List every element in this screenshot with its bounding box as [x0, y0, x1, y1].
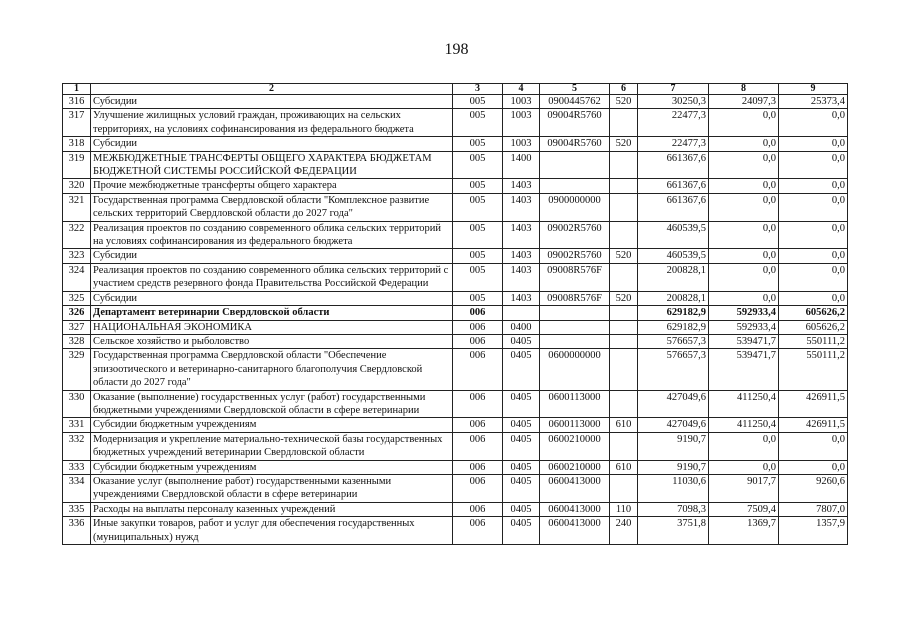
row-number-cell: 328	[63, 334, 91, 348]
amount-year1-cell: 661367,6	[638, 151, 709, 179]
admin-code-cell: 006	[453, 334, 503, 348]
amount-year1-cell: 576657,3	[638, 349, 709, 390]
row-number-cell: 320	[63, 179, 91, 193]
row-number-cell: 325	[63, 291, 91, 305]
target-article-cell: 09008R576F	[540, 263, 610, 291]
amount-year2-cell: 539471,7	[709, 349, 779, 390]
amount-year2-cell: 24097,3	[709, 95, 779, 109]
section-code-cell: 1003	[503, 137, 540, 151]
amount-year1-cell: 629182,9	[638, 306, 709, 320]
admin-code-cell: 006	[453, 390, 503, 418]
expense-type-cell: 610	[610, 418, 638, 432]
amount-year1-cell: 661367,6	[638, 179, 709, 193]
row-name-cell: Оказание услуг (выполнение работ) государственными казенными учреждениями Свердловской области в сфере ветеринарии	[91, 474, 453, 502]
table-row	[63, 474, 848, 502]
section-code-cell: 1403	[503, 291, 540, 305]
section-code-cell: 1403	[503, 179, 540, 193]
amount-year1-cell: 200828,1	[638, 263, 709, 291]
amount-year1-cell: 629182,9	[638, 320, 709, 334]
amount-year2-cell: 0,0	[709, 263, 779, 291]
col-header: 8	[709, 84, 779, 95]
table-row	[63, 179, 848, 193]
admin-code-cell: 006	[453, 320, 503, 334]
row-number-cell: 332	[63, 432, 91, 460]
row-name-cell: Субсидии бюджетным учреждениям	[91, 460, 453, 474]
amount-year2-cell: 592933,4	[709, 306, 779, 320]
row-name-cell: НАЦИОНАЛЬНАЯ ЭКОНОМИКА	[91, 320, 453, 334]
amount-year1-cell: 7098,3	[638, 502, 709, 516]
admin-code-cell: 005	[453, 291, 503, 305]
expense-type-cell: 240	[610, 517, 638, 545]
admin-code-cell: 005	[453, 151, 503, 179]
table-row	[63, 221, 848, 249]
section-code-cell: 0405	[503, 517, 540, 545]
amount-year1-cell: 30250,3	[638, 95, 709, 109]
row-number-cell: 326	[63, 306, 91, 320]
table-body	[63, 95, 848, 545]
row-name-cell: Оказание (выполнение) государственных услуг (работ) государственными бюджетными учреждениями Свердловской области в сфере ветеринарии	[91, 390, 453, 418]
amount-year3-cell: 0,0	[779, 193, 848, 221]
expense-type-cell	[610, 474, 638, 502]
target-article-cell	[540, 334, 610, 348]
target-article-cell: 0600413000	[540, 502, 610, 516]
expense-type-cell	[610, 109, 638, 137]
target-article-cell	[540, 320, 610, 334]
section-code-cell: 0405	[503, 349, 540, 390]
amount-year2-cell: 0,0	[709, 137, 779, 151]
row-name-cell: Субсидии	[91, 137, 453, 151]
target-article-cell: 09004R5760	[540, 109, 610, 137]
amount-year2-cell: 0,0	[709, 432, 779, 460]
amount-year3-cell: 605626,2	[779, 320, 848, 334]
amount-year1-cell: 3751,8	[638, 517, 709, 545]
amount-year3-cell: 0,0	[779, 221, 848, 249]
target-article-cell	[540, 306, 610, 320]
expense-type-cell	[610, 334, 638, 348]
target-article-cell: 0600413000	[540, 517, 610, 545]
col-header: 7	[638, 84, 709, 95]
amount-year1-cell: 427049,6	[638, 390, 709, 418]
section-code-cell: 1403	[503, 193, 540, 221]
row-number-cell: 316	[63, 95, 91, 109]
admin-code-cell: 005	[453, 221, 503, 249]
amount-year3-cell: 1357,9	[779, 517, 848, 545]
admin-code-cell: 005	[453, 109, 503, 137]
amount-year2-cell: 0,0	[709, 193, 779, 221]
amount-year2-cell: 0,0	[709, 109, 779, 137]
target-article-cell: 0900000000	[540, 193, 610, 221]
amount-year3-cell: 605626,2	[779, 306, 848, 320]
row-name-cell: Департамент ветеринарии Свердловской области	[91, 306, 453, 320]
row-number-cell: 321	[63, 193, 91, 221]
admin-code-cell: 005	[453, 249, 503, 263]
table-row	[63, 151, 848, 179]
row-name-cell: Иные закупки товаров, работ и услуг для обеспечения государственных (муниципальных) нужд	[91, 517, 453, 545]
amount-year1-cell: 200828,1	[638, 291, 709, 305]
table-row	[63, 193, 848, 221]
expense-type-cell: 520	[610, 137, 638, 151]
expense-type-cell	[610, 390, 638, 418]
section-code-cell: 1003	[503, 109, 540, 137]
section-code-cell: 0405	[503, 502, 540, 516]
target-article-cell: 0600413000	[540, 474, 610, 502]
row-name-cell: Государственная программа Свердловской области "Обеспечение эпизоотического и ветеринарно-санитарного благополучия Свердловской области до 2027 года"	[91, 349, 453, 390]
admin-code-cell: 006	[453, 517, 503, 545]
amount-year2-cell: 0,0	[709, 460, 779, 474]
table-row	[63, 418, 848, 432]
amount-year3-cell: 550111,2	[779, 349, 848, 390]
admin-code-cell: 006	[453, 502, 503, 516]
amount-year3-cell: 0,0	[779, 137, 848, 151]
section-code-cell: 0405	[503, 418, 540, 432]
row-name-cell: Прочие межбюджетные трансферты общего характера	[91, 179, 453, 193]
row-name-cell: Реализация проектов по созданию современного облика сельских территорий на условиях софинансирования из федерального бюджета	[91, 221, 453, 249]
col-header: 5	[540, 84, 610, 95]
table-header-row	[63, 84, 848, 95]
section-code-cell: 1400	[503, 151, 540, 179]
amount-year2-cell: 0,0	[709, 151, 779, 179]
table-row	[63, 502, 848, 516]
amount-year3-cell: 0,0	[779, 109, 848, 137]
admin-code-cell: 005	[453, 193, 503, 221]
expense-type-cell	[610, 432, 638, 460]
expense-type-cell	[610, 221, 638, 249]
amount-year3-cell: 0,0	[779, 179, 848, 193]
row-number-cell: 324	[63, 263, 91, 291]
amount-year2-cell: 7509,4	[709, 502, 779, 516]
row-number-cell: 322	[63, 221, 91, 249]
row-number-cell: 323	[63, 249, 91, 263]
table-row	[63, 390, 848, 418]
row-number-cell: 330	[63, 390, 91, 418]
amount-year1-cell: 9190,7	[638, 432, 709, 460]
expense-type-cell	[610, 193, 638, 221]
row-name-cell: Реализация проектов по созданию современного облика сельских территорий с участием средств резервного фонда Правительства Российской Федерации	[91, 263, 453, 291]
expense-type-cell	[610, 263, 638, 291]
expense-type-cell	[610, 320, 638, 334]
amount-year3-cell: 9260,6	[779, 474, 848, 502]
budget-table	[62, 83, 848, 545]
amount-year1-cell: 460539,5	[638, 221, 709, 249]
admin-code-cell: 006	[453, 432, 503, 460]
col-header: 1	[63, 84, 91, 95]
expense-type-cell: 110	[610, 502, 638, 516]
table-row	[63, 432, 848, 460]
amount-year3-cell: 0,0	[779, 460, 848, 474]
col-header: 4	[503, 84, 540, 95]
amount-year3-cell: 550111,2	[779, 334, 848, 348]
row-name-cell: Улучшение жилищных условий граждан, проживающих на сельских территориях, на условиях софинансирования из федерального бюджета	[91, 109, 453, 137]
amount-year1-cell: 9190,7	[638, 460, 709, 474]
table-row	[63, 109, 848, 137]
row-number-cell: 334	[63, 474, 91, 502]
target-article-cell: 09004R5760	[540, 137, 610, 151]
amount-year1-cell: 22477,3	[638, 109, 709, 137]
expense-type-cell	[610, 151, 638, 179]
section-code-cell: 0405	[503, 474, 540, 502]
row-name-cell: Субсидии	[91, 291, 453, 305]
amount-year3-cell: 426911,5	[779, 418, 848, 432]
target-article-cell: 0600210000	[540, 460, 610, 474]
row-name-cell: Субсидии	[91, 95, 453, 109]
row-number-cell: 327	[63, 320, 91, 334]
section-code-cell: 1003	[503, 95, 540, 109]
page-number: 198	[444, 41, 469, 58]
admin-code-cell: 006	[453, 460, 503, 474]
col-header: 3	[453, 84, 503, 95]
target-article-cell: 0600000000	[540, 349, 610, 390]
row-name-cell: Субсидии бюджетным учреждениям	[91, 418, 453, 432]
table-row	[63, 249, 848, 263]
row-name-cell: Сельское хозяйство и рыболовство	[91, 334, 453, 348]
admin-code-cell: 006	[453, 306, 503, 320]
admin-code-cell: 005	[453, 179, 503, 193]
section-code-cell: 0400	[503, 320, 540, 334]
target-article-cell	[540, 151, 610, 179]
row-number-cell: 335	[63, 502, 91, 516]
amount-year3-cell: 25373,4	[779, 95, 848, 109]
expense-type-cell	[610, 306, 638, 320]
section-code-cell: 1403	[503, 263, 540, 291]
amount-year3-cell: 0,0	[779, 432, 848, 460]
amount-year2-cell: 0,0	[709, 221, 779, 249]
col-header: 6	[610, 84, 638, 95]
expense-type-cell: 520	[610, 291, 638, 305]
target-article-cell: 09008R576F	[540, 291, 610, 305]
row-number-cell: 336	[63, 517, 91, 545]
section-code-cell: 0405	[503, 460, 540, 474]
amount-year1-cell: 22477,3	[638, 137, 709, 151]
amount-year2-cell: 539471,7	[709, 334, 779, 348]
row-number-cell: 318	[63, 137, 91, 151]
target-article-cell: 0600113000	[540, 390, 610, 418]
amount-year2-cell: 0,0	[709, 291, 779, 305]
amount-year1-cell: 460539,5	[638, 249, 709, 263]
target-article-cell: 0900445762	[540, 95, 610, 109]
table-row	[63, 517, 848, 545]
amount-year1-cell: 427049,6	[638, 418, 709, 432]
admin-code-cell: 006	[453, 418, 503, 432]
expense-type-cell: 610	[610, 460, 638, 474]
amount-year2-cell: 411250,4	[709, 390, 779, 418]
amount-year2-cell: 1369,7	[709, 517, 779, 545]
table-row	[63, 460, 848, 474]
admin-code-cell: 006	[453, 349, 503, 390]
section-code-cell: 0405	[503, 432, 540, 460]
section-code-cell: 0405	[503, 334, 540, 348]
admin-code-cell: 005	[453, 95, 503, 109]
row-name-cell: Расходы на выплаты персоналу казенных учреждений	[91, 502, 453, 516]
target-article-cell	[540, 179, 610, 193]
amount-year2-cell: 0,0	[709, 179, 779, 193]
col-header: 9	[779, 84, 848, 95]
expense-type-cell: 520	[610, 249, 638, 263]
expense-type-cell	[610, 349, 638, 390]
amount-year1-cell: 11030,6	[638, 474, 709, 502]
table-row	[63, 320, 848, 334]
section-code-cell: 1403	[503, 249, 540, 263]
row-number-cell: 331	[63, 418, 91, 432]
amount-year2-cell: 0,0	[709, 249, 779, 263]
target-article-cell: 0600113000	[540, 418, 610, 432]
row-name-cell: Модернизация и укрепление материально-технической базы государственных бюджетных учреждений ветеринарии Свердловской области	[91, 432, 453, 460]
amount-year2-cell: 592933,4	[709, 320, 779, 334]
row-number-cell: 319	[63, 151, 91, 179]
row-number-cell: 333	[63, 460, 91, 474]
target-article-cell: 0600210000	[540, 432, 610, 460]
row-name-cell: МЕЖБЮДЖЕТНЫЕ ТРАНСФЕРТЫ ОБЩЕГО ХАРАКТЕРА БЮДЖЕТАМ БЮДЖЕТНОЙ СИСТЕМЫ РОССИЙСКОЙ ФЕДЕРАЦИИ	[91, 151, 453, 179]
table-row	[63, 334, 848, 348]
amount-year3-cell: 0,0	[779, 249, 848, 263]
amount-year2-cell: 411250,4	[709, 418, 779, 432]
expense-type-cell	[610, 179, 638, 193]
section-code-cell	[503, 306, 540, 320]
amount-year1-cell: 576657,3	[638, 334, 709, 348]
amount-year3-cell: 0,0	[779, 263, 848, 291]
admin-code-cell: 005	[453, 263, 503, 291]
amount-year3-cell: 0,0	[779, 151, 848, 179]
expense-type-cell: 520	[610, 95, 638, 109]
section-code-cell: 1403	[503, 221, 540, 249]
table-row	[63, 137, 848, 151]
table-row	[63, 263, 848, 291]
row-name-cell: Государственная программа Свердловской области "Комплексное развитие сельских территорий Свердловской области до 2027 года"	[91, 193, 453, 221]
section-code-cell: 0405	[503, 390, 540, 418]
row-number-cell: 329	[63, 349, 91, 390]
table-row	[63, 291, 848, 305]
amount-year3-cell: 7807,0	[779, 502, 848, 516]
table-row	[63, 95, 848, 109]
table-row	[63, 306, 848, 320]
table-row	[63, 349, 848, 390]
amount-year3-cell: 426911,5	[779, 390, 848, 418]
admin-code-cell: 005	[453, 137, 503, 151]
admin-code-cell: 006	[453, 474, 503, 502]
target-article-cell: 09002R5760	[540, 221, 610, 249]
col-header: 2	[91, 84, 453, 95]
amount-year3-cell: 0,0	[779, 291, 848, 305]
row-name-cell: Субсидии	[91, 249, 453, 263]
amount-year2-cell: 9017,7	[709, 474, 779, 502]
amount-year1-cell: 661367,6	[638, 193, 709, 221]
row-number-cell: 317	[63, 109, 91, 137]
target-article-cell: 09002R5760	[540, 249, 610, 263]
